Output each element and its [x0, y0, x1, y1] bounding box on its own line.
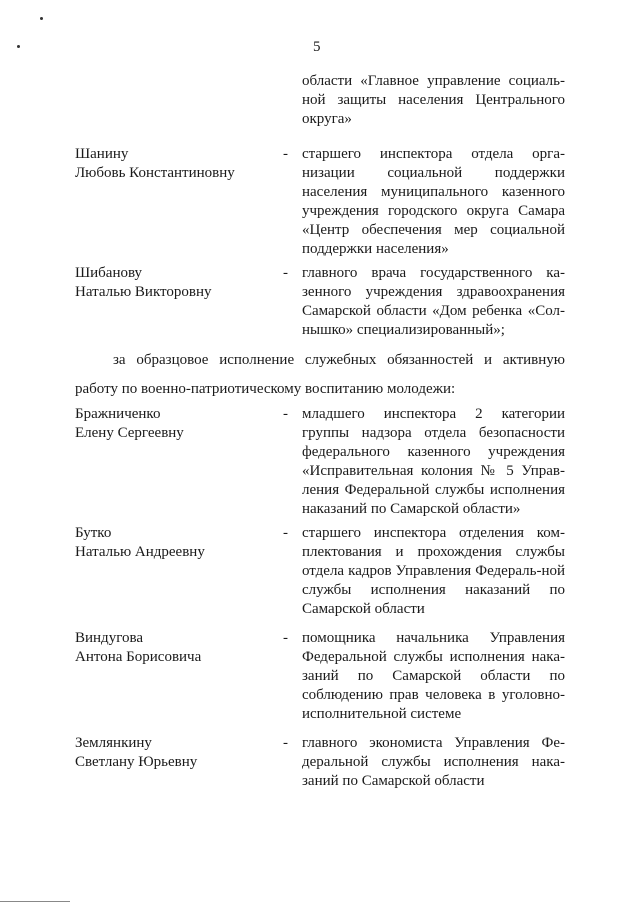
name-given: Светлану Юрьевну: [75, 754, 198, 770]
award-paragraph: [75, 351, 565, 399]
entry-position: младшего инспектора 2 категории группы надзора отдела безопасности федерального казенного учреждения «Исправительная колония № 5 Управ-ления Федеральной службы исполнения наказаний по Самарской области»: [302, 406, 565, 517]
page-number: 5: [313, 39, 321, 55]
award-line-1: за образцовое исполнение служебных обязанностей и активную: [113, 352, 565, 368]
entry-position: области «Главное управление социаль-ной защиты населения Центрального округа»: [302, 73, 565, 127]
entry-name: [75, 524, 275, 562]
entry-name: [75, 629, 275, 667]
entry-name: [75, 145, 275, 183]
name-surname: Шибанову: [75, 265, 143, 281]
entry-position: главного врача государственного ка-зенного учреждения здравоохранения Самарской области «Дом ребенка «Сол-нышко» специализированный»;: [302, 265, 565, 338]
entry-dash: -: [283, 630, 288, 646]
scan-mark-left: [17, 45, 20, 48]
name-given: Любовь Константиновну: [75, 165, 235, 181]
scan-artifact-line: [0, 901, 70, 902]
entry-position: старшего инспектора отделения ком-плектования и прохождения службы отдела кадров Управления Федераль-ной службы исполнения наказаний по Самарской области: [302, 525, 565, 617]
entry-dash: -: [283, 265, 288, 281]
entry-name: [75, 405, 275, 443]
entry-position: старшего инспектора отдела орга-низации социальной поддержки населения муниципального казенного учреждения городского округа Самара «Центр обеспечения мер социальной поддержки населения»: [302, 146, 565, 257]
name-given: Наталью Викторовну: [75, 284, 212, 300]
entry-name: [75, 264, 275, 302]
award-line-2: работу по военно-патриотическому воспитанию молодежи:: [75, 381, 456, 397]
name-surname: Виндугова: [75, 630, 144, 646]
entry-dash: -: [283, 146, 288, 162]
entry-dash: -: [283, 735, 288, 751]
name-given: Антона Борисовича: [75, 649, 202, 665]
entry-position: главного экономиста Управления Фе-деральной службы исполнения нака-заний по Самарской области: [302, 735, 565, 789]
name-surname: Бражниченко: [75, 406, 161, 422]
name-given: Елену Сергеевну: [75, 425, 184, 441]
entry-name: [75, 734, 275, 772]
name-given: Наталью Андреевну: [75, 544, 205, 560]
name-surname: Бутко: [75, 525, 112, 541]
entry-dash: -: [283, 525, 288, 541]
scan-mark-top-left: [40, 17, 43, 20]
name-surname: Шанину: [75, 146, 129, 162]
entry-position: помощника начальника Управления Федеральной службы исполнения нака-заний по Самарской области по соблюдению прав человека в уголовно-исполнительной системе: [302, 630, 565, 722]
name-surname: Землянкину: [75, 735, 152, 751]
entry-dash: -: [283, 406, 288, 422]
